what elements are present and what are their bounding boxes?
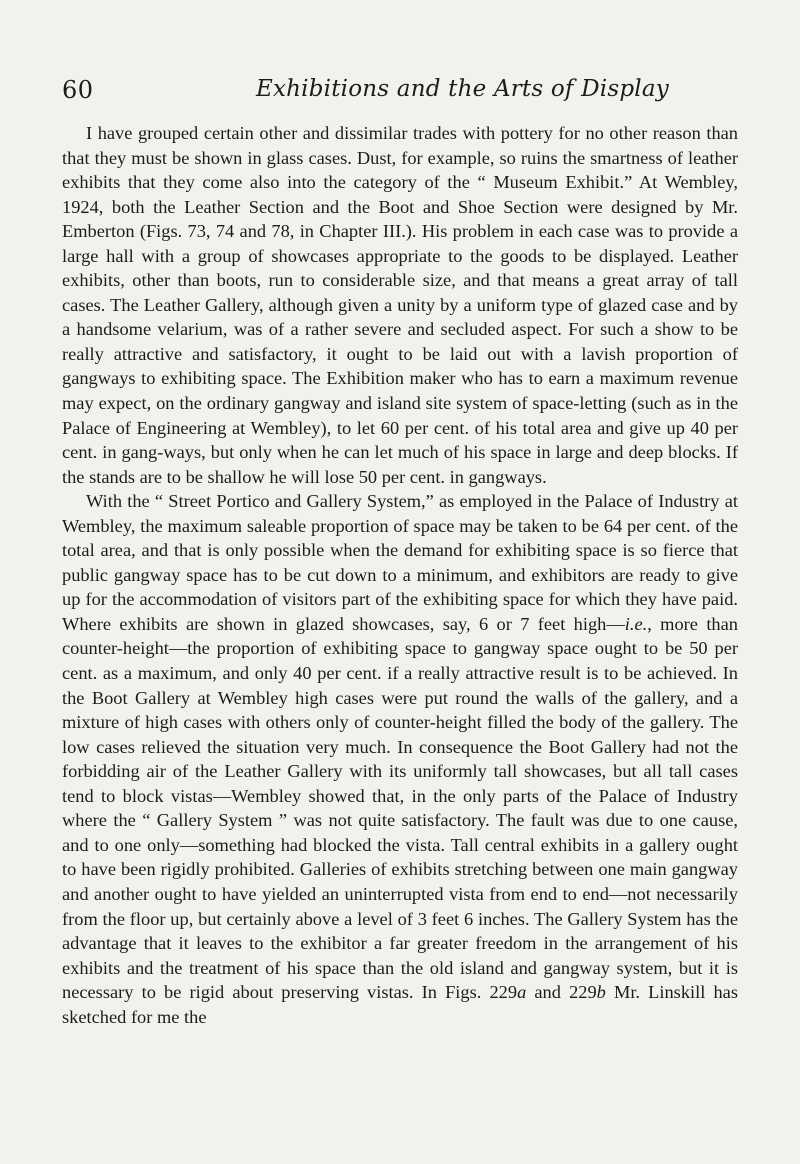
text-run: Mr. Linskill has sketched for me the <box>62 982 738 1027</box>
text-run: , more than counter-height—the proportion of exhibiting space to gangway space ought to be 50 per cent. as a maximum, and only 40 per cent. if a really attractive result is to be achieved. In the Boot Gallery at Wembley high cases were put round the walls of the gallery, and a mixture of high cases with others only of counter-height filled the body of the gallery. The low cases relieved the situation very much. In consequence the Boot Gallery had not the forbidding air of the Leather Gallery with its uniformly tall showcases, but all tall cases tend to block vistas—Wembley showed that, in the only parts of the Palace of Industry where the “ Gallery System ” was not quite satisfactory. The fault was due to one cause, and to one only—something had blocked the vista. Tall central exhibits in a gallery ought to have been rigidly prohibited. Galleries of exhibits stretching between one main gangway and another ought to have yielded an uninterrupted vista from end to end—not necessarily from the floor up, but certainly above a level of 3 feet 6 inches. The Gallery System has the advantage that it leaves to the exhibitor a far greater freedom in the arrangement of his exhibits and the treatment of his space than the old island and gangway system, but it is necessary to be rigid about preserving vistas. In Figs. 229 <box>62 613 738 1003</box>
text-run: With the “ Street Portico and Gallery System,” as employed in the Palace of Industry at Wembley, the maximum saleable proportion of space may be taken to be 64 per cent. of the total area, and that is only possible when the demand for exhibiting space is so fierce that public gangway space has to be cut down to a minimum, and exhibitors are ready to give up for the accommodation of visitors part of the exhibiting space for which they have paid. Where exhibits are shown in glazed showcases, say, 6 or 7 feet high— <box>62 491 738 634</box>
italic-run: i.e. <box>624 613 648 634</box>
running-title: Exhibitions and the Arts of Display <box>256 76 669 102</box>
italic-run: a <box>517 982 527 1003</box>
text-run: and 229 <box>526 982 597 1003</box>
paragraph <box>62 489 738 1029</box>
italic-run: b <box>596 982 606 1003</box>
page-header <box>62 76 742 116</box>
page-number: 60 <box>62 76 94 104</box>
text-run: I have grouped certain other and dissimilar trades with pottery for no other reason than that they must be shown in glass cases. Dust, for example, so ruins the smartness of leather exhibits that they come also into the category of the “ Museum Exhibit.” At Wembley, 1924, both the Leather Section and the Boot and Shoe Section were designed by Mr. Emberton (Figs. 73, 74 and 78, in Chapter III.). His problem in each case was to provide a large hall with a group of showcases appropriate to the goods to be displayed. Leather exhibits, other than boots, run to considerable size, and that means a great array of tall cases. The Leather Gallery, although given a unity by a uniform type of glazed case and by a handsome velarium, was of a rather severe and secluded aspect. For such a show to be really attractive and satisfactory, it ought to be laid out with a lavish proportion of gangways to exhibiting space. The Exhibition maker who has to earn a maximum revenue may expect, on the ordinary gangway and island site system of space-letting (such as in the Palace of Engineering at Wembley), to let 60 per cent. of his total area and give up 40 per cent. in gang-ways, but only when he can let much of his space in large and deep blocks. If the stands are to be shallow he will lose 50 per cent. in gangways. <box>62 123 738 487</box>
body-text <box>62 121 738 1029</box>
paragraph <box>62 121 738 489</box>
